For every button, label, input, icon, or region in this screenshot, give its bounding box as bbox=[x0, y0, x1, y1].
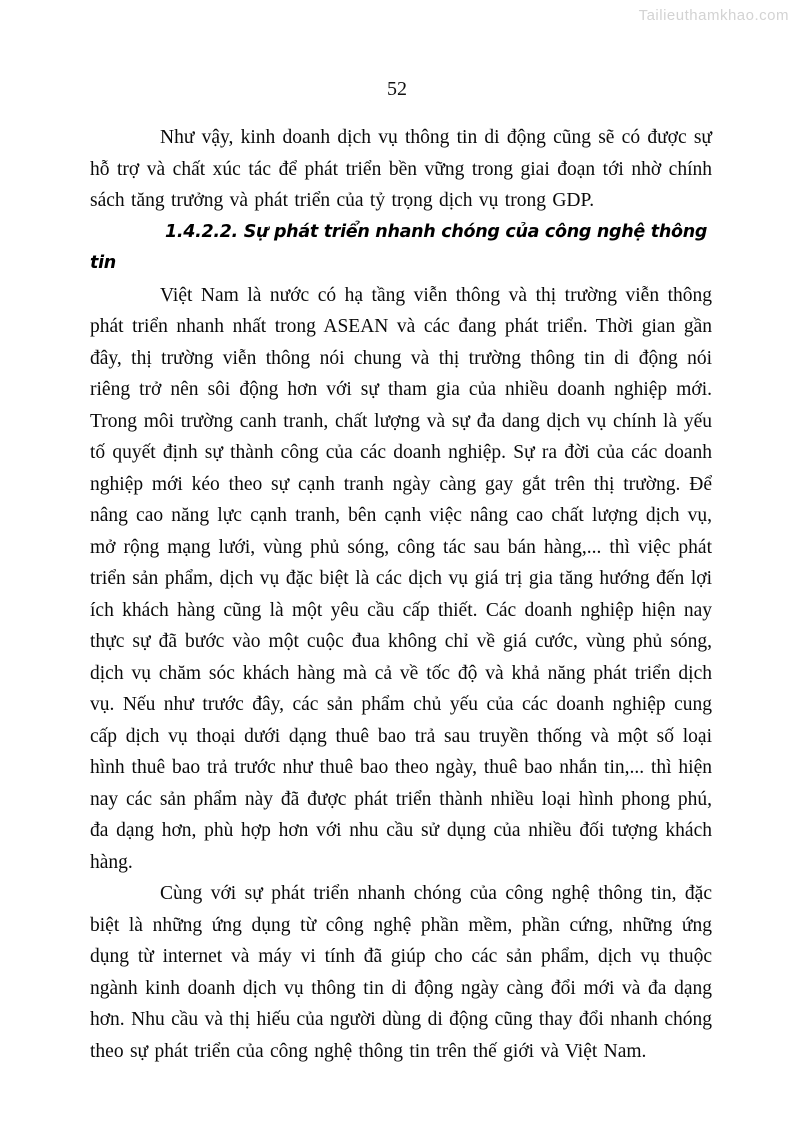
watermark-text: Tailieuthamkhao.com bbox=[638, 7, 789, 24]
body-paragraph-3: Cùng với sự phát triển nhanh chóng của công nghệ thông tin, đặc biệt là những ứng dụng từ công nghệ phần mềm, phần cứng, những ứng dụng từ internet và máy vi tính đã giúp cho các sản phẩm, dịch vụ thuộc ngành kinh doanh dịch vụ thông tin di động ngày càng đổi mới và đa dạng hơn. Nhu cầu và thị hiếu của người dùng di động cũng thay đổi nhanh chóng theo sự phát triển của công nghệ thông tin trên thế giới và Việt Nam. bbox=[90, 883, 712, 1062]
body-paragraph-2: Việt Nam là nước có hạ tầng viễn thông và thị trường viễn thông phát triển nhanh nhất trong ASEAN và các đang phát triển. Thời gian gần đây, thị trường viễn thông nói chung và thị trường thông tin di động nói riêng trở nên sôi động hơn với sự tham gia của nhiều doanh nghiệp mới. Trong môi trường canh tranh, chất lượng và sự đa dang dịch vụ chính là yếu tố quyết định sự thành công của các doanh nghiệp. Sự ra đời của các doanh nghiệp mới kéo theo sự cạnh tranh ngày càng gay gắt trên thị trường. Để nâng cao năng lực cạnh tranh, bên cạnh việc nâng cao chất lượng dịch vụ, mở rộng mạng lưới, vùng phủ sóng, công tác sau bán hàng,... thì việc phát triển sản phẩm, dịch vụ đặc biệt là các dịch vụ giá trị gia tăng hướng đến lợi ích khách hàng cũng là một yêu cầu cấp thiết. Các doanh nghiệp hiện nay thực sự đã bước vào một cuộc đua không chỉ về giá cước, vùng phủ sóng, dịch vụ chăm sóc khách hàng mà cả về tốc độ và khả năng phát triển dịch vụ. Nếu như trước đây, các sản phẩm chủ yếu của các doanh nghiệp cung cấp dịch vụ thoại dưới dạng thuê bao trả sau truyền thống và một số loại hình thuê bao trả trước như thuê bao theo ngày, thuê bao nhắn tin,... thì hiện nay các sản phẩm này đã được phát triển thành nhiều loại hình phong phú, đa dạng hơn, phù hợp hơn với nhu cầu sử dụng của nhiều đối tượng khách hàng. bbox=[90, 284, 712, 873]
body-paragraph-1: Như vậy, kinh doanh dịch vụ thông tin di động cũng sẽ có được sự hỗ trợ và chất xúc tác để phát triển bền vững trong giai đoạn tới nhờ chính sách tăng trưởng và phát triển của tỷ trọng dịch vụ trong GDP. bbox=[90, 127, 712, 211]
section-heading: 1.4.2.2. Sự phát triển nhanh chóng của công nghệ thông tin bbox=[90, 221, 708, 273]
page-body bbox=[90, 122, 712, 1067]
page-number: 52 bbox=[387, 78, 407, 100]
